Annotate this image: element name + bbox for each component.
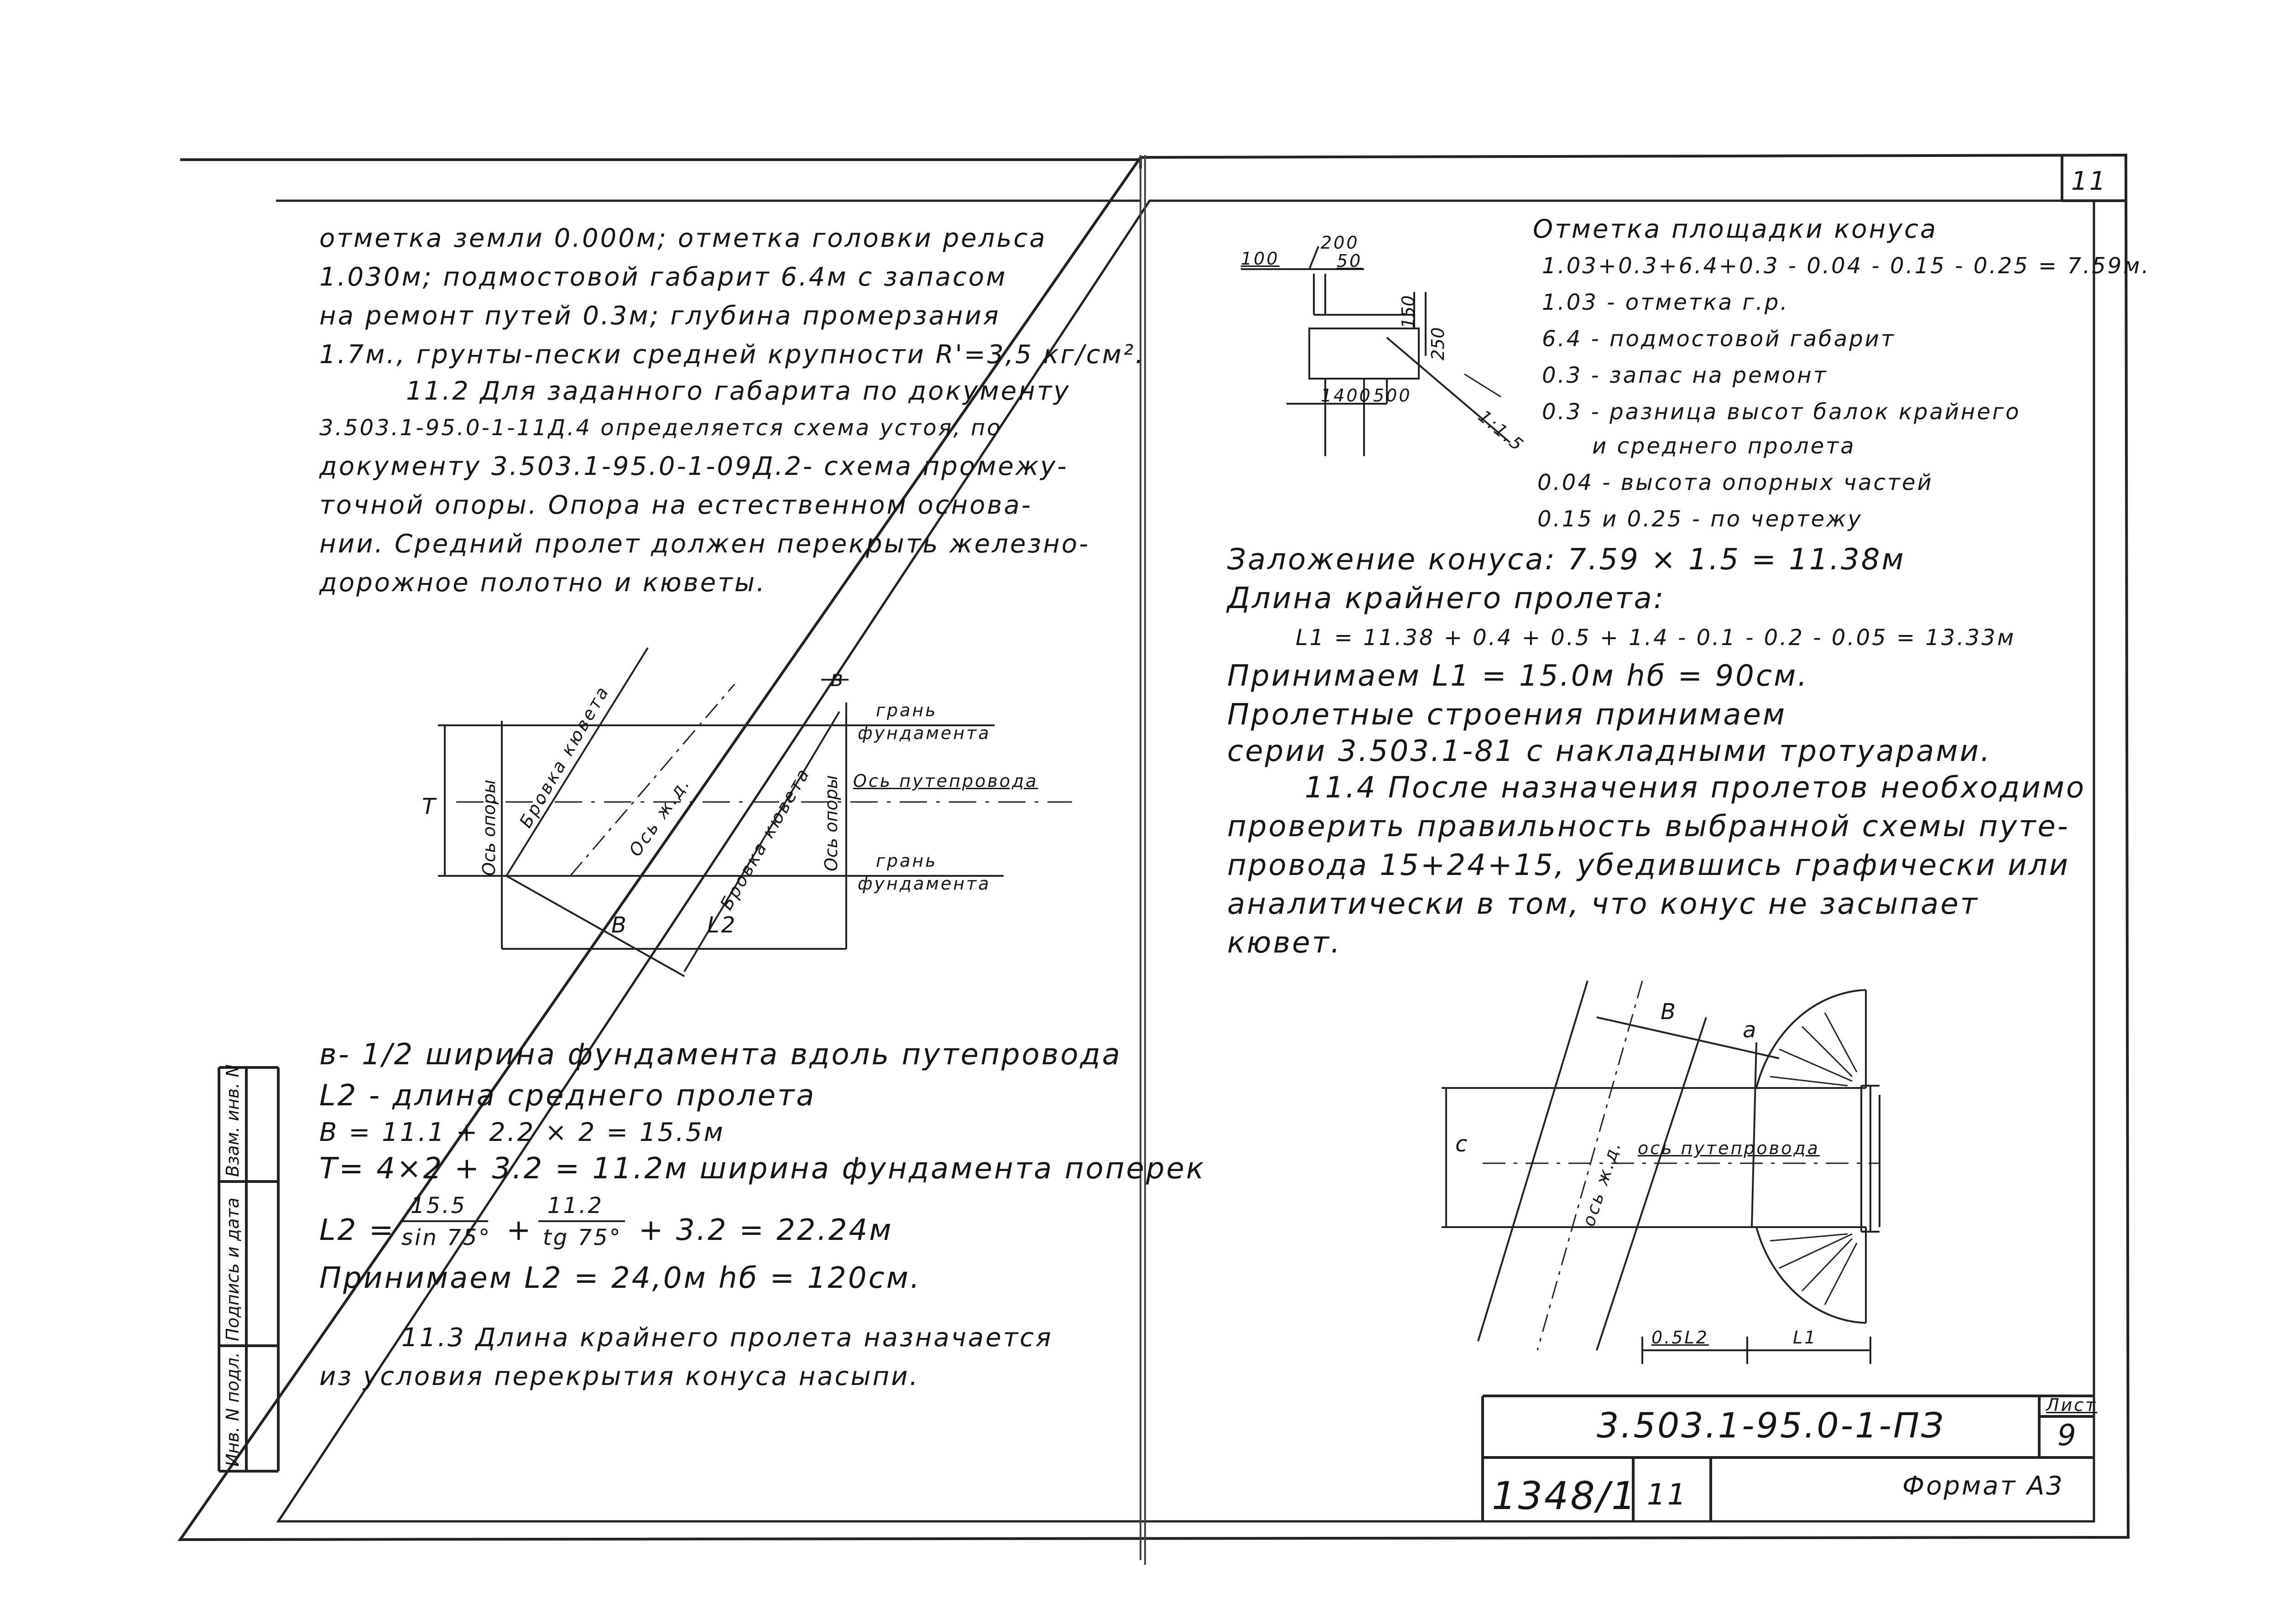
diagram-bottom-edge-1: грань (876, 851, 937, 871)
diagram-support-axis-right: Ось опоры (821, 775, 841, 871)
legend-line1: в- 1/2 ширина фундамента вдоль путепровода (319, 1038, 1122, 1072)
formula-frac2-den: tg 75° (543, 1225, 622, 1250)
formula-rest: + 3.2 = 22.24м (639, 1213, 893, 1247)
right-line11: кювет. (1227, 926, 1342, 960)
diagram-bottom-edge-2: фундамента (858, 874, 991, 894)
stamp-signature: Подпись и дата (223, 1197, 243, 1341)
right-line2: Длина крайнего пролета: (1227, 582, 1666, 615)
cone-label-a: а (1743, 1017, 1758, 1043)
right-line10: аналитически в том, что конус не засыпает (1227, 887, 1979, 921)
right-line7: 11.4 После назначения пролетов необходимо (1305, 771, 2086, 805)
diagram-label-T: T (422, 794, 437, 819)
cone-calc-item1: 1.03 - отметка г.р. (1542, 290, 1789, 315)
stamp-replacement: Взам. инв. N (223, 1064, 243, 1177)
diagram-label-L2: L2 (707, 912, 737, 938)
diagram-top-edge-2: фундамента (858, 723, 991, 743)
left-para2-line3: документу 3.503.1-95.0-1-09Д.2- схема промежу- (319, 452, 1068, 481)
right-line5: Пролетные строения принимаем (1227, 698, 1787, 732)
left-para1-line3: на ремонт путей 0.3м; глубина промерзания (319, 301, 1000, 331)
right-line6: серии 3.503.1-81 с накладными тротуарами. (1227, 734, 1992, 768)
legend-line4: T= 4×2 + 3.2 = 11.2м ширина фундамента поперек (319, 1152, 1206, 1186)
right-line9: провода 15+24+15, убедившись графически или (1227, 848, 2070, 882)
dim-50: 50 (1337, 251, 1363, 271)
left-para2-line6: дорожное полотно и кюветы. (319, 568, 766, 598)
dim-200: 200 (1321, 233, 1359, 253)
dim-250: 250 (1428, 327, 1448, 360)
dim-150: 150 (1398, 295, 1418, 328)
cone-label-c: с (1455, 1131, 1469, 1157)
left-para1-line1: отметка земли 0.000м; отметка головки рельса (319, 224, 1047, 253)
diagram-ditch-edge-right: Бровка кювета (716, 764, 814, 913)
cone-bridge-axis: ось путепровода (1638, 1138, 1820, 1158)
doc-code: 3.503.1-95.0-1-ПЗ (1597, 1405, 1945, 1446)
inventory-number: 1348/1 (1492, 1473, 1638, 1518)
left-para2-line4: точной опоры. Опора на естественном основа- (319, 490, 1033, 520)
dim-500: 500 (1373, 385, 1412, 406)
cone-calc-item3: 0.3 - запас на ремонт (1542, 363, 1828, 388)
right-line8: проверить правильность выбранной схемы путе- (1227, 810, 2070, 843)
left-para2-line5: нии. Средний пролет должен перекрыть железно- (319, 529, 1090, 559)
left-para2-line2: 3.503.1-95.0-1-11Д.4 определяется схема устоя, по (319, 415, 1002, 441)
cone-half-L2: 0.5L2 (1651, 1327, 1709, 1348)
left-para1-line2: 1.030м; подмостовой габарит 6.4м с запасом (319, 262, 1007, 292)
formula-lhs: L2 = (319, 1213, 396, 1247)
formula-frac1-num: 15.5 (411, 1193, 467, 1218)
format-label: Формат А3 (1902, 1471, 2064, 1501)
right-line3: L1 = 11.38 + 0.4 + 0.5 + 1.4 - 0.1 - 0.2 - 0.05 = 13.33м (1296, 625, 2016, 651)
diagram-support-axis-left: Ось опоры (479, 780, 499, 876)
left-para1-line4: 1.7м., грунты-пески средней крупности R'=3,5 кг/см². (319, 340, 1146, 370)
legend-line3: В = 11.1 + 2.2 × 2 = 15.5м (319, 1118, 725, 1147)
dim-100: 100 (1241, 249, 1280, 269)
cone-L1: L1 (1793, 1327, 1818, 1348)
right-line4: Принимаем L1 = 15.0м hб = 90см. (1227, 659, 1809, 693)
cone-label-B: В (1661, 999, 1677, 1025)
left-para2-line1: 11.2 Для заданного габарита по документу (406, 376, 1071, 406)
sheet-label: Лист (2046, 1395, 2098, 1415)
cone-calc-formula: 1.03+0.3+6.4+0.3 - 0.04 - 0.15 - 0.25 = 7.59м. (1542, 253, 2151, 279)
cone-calc-item6: 0.15 и 0.25 - по чертежу (1537, 506, 1863, 532)
stamp-inventory: Инв. N подл. (223, 1352, 243, 1467)
diagram-top-edge-1: грань (876, 700, 937, 720)
cone-calc-item2: 6.4 - подмостовой габарит (1542, 326, 1896, 352)
accept-L2: Принимаем L2 = 24,0м hб = 120см. (319, 1261, 922, 1295)
formula-frac2-num: 11.2 (547, 1193, 604, 1218)
diagram-label-B: В (611, 912, 628, 938)
formula-frac1-bar (401, 1220, 488, 1222)
formula-plus: + (506, 1213, 533, 1247)
diagram-bridge-axis: Ось путепровода (853, 771, 1038, 791)
legend-line2: L2 - длина среднего пролета (319, 1079, 816, 1113)
left-para3-line1: 11.3 Длина крайнего пролета назначается (401, 1323, 1053, 1353)
cone-calc-title: Отметка площадки конуса (1533, 214, 1938, 244)
dim-1400: 1400 (1321, 385, 1372, 406)
diagram-rail-axis: Ось ж.д. (625, 773, 694, 860)
dim-slope: 1:1.5 (1474, 406, 1528, 456)
page-number: 11 (1647, 1478, 1688, 1512)
formula-frac1-den: sin 75° (401, 1225, 492, 1250)
cone-calc-item4b: и среднего пролета (1592, 433, 1856, 459)
cone-calc-item5: 0.04 - высота опорных частей (1537, 470, 1933, 495)
diagram-ditch-edge-left: Бровка кювета (516, 682, 614, 831)
sheet-value: 9 (2057, 1419, 2078, 1452)
top-sheet-number: 11 (2071, 167, 2108, 196)
diagram-label-b: в (830, 666, 845, 692)
cone-calc-item4: 0.3 - разница высот балок крайнего (1542, 399, 2021, 425)
left-para3-line2: из условия перекрытия конуса насыпи. (319, 1362, 920, 1391)
formula-frac2-bar (538, 1220, 625, 1222)
cone-rail-axis: ось ж.д. (1578, 1138, 1625, 1229)
right-line1: Заложение конуса: 7.59 × 1.5 = 11.38м (1227, 543, 1906, 577)
